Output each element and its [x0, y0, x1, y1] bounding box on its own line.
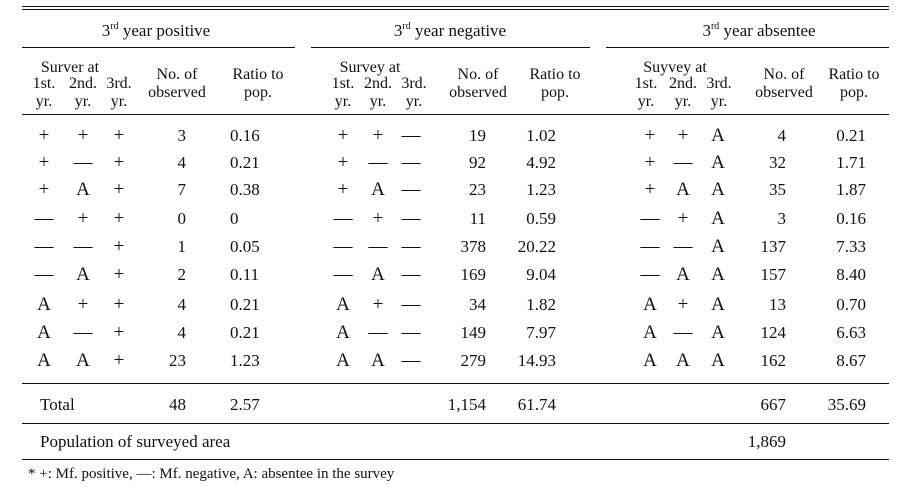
cell-ratio: 0.21: [230, 323, 260, 342]
group-title-positive: 3rd year positive: [101, 21, 211, 40]
cell-observed: 149: [460, 323, 486, 342]
cell-observed: 23: [469, 180, 486, 199]
cell-yr2: A: [676, 350, 690, 371]
total-observed-absentee: 667: [760, 395, 786, 414]
cell-observed: 279: [460, 351, 486, 370]
cell-observed: 4: [177, 153, 186, 172]
cell-ratio: 14.93: [517, 351, 556, 370]
cell-ratio: 0.11: [230, 265, 260, 284]
cell-ratio: 1.71: [836, 153, 866, 172]
cell-yr3: —: [401, 152, 421, 173]
cell-ratio: 9.04: [526, 265, 556, 284]
cell-yr1: —: [333, 208, 353, 229]
cell-yr1: A: [336, 350, 350, 371]
cell-observed: 3: [777, 209, 786, 228]
cell-observed: 7: [177, 180, 186, 199]
cell-ratio: 7.33: [836, 237, 866, 256]
cell-yr3: +: [113, 208, 125, 229]
cell-ratio: 0.21: [836, 126, 866, 145]
ratio-label: Ratio to pop.: [828, 66, 880, 101]
year-label-3rd: 3rd. yr.: [106, 75, 132, 110]
cell-yr2: +: [77, 208, 89, 229]
cell-yr1: A: [336, 322, 350, 343]
cell-yr2: —: [368, 236, 388, 257]
cell-observed: 34: [469, 295, 486, 314]
cell-ratio: 0.70: [836, 295, 866, 314]
cell-ratio: 7.97: [526, 323, 556, 342]
group-title-absentee: 3rd year absentee: [702, 21, 816, 40]
observed-label: No. of observed: [148, 66, 206, 101]
cell-yr2: —: [73, 322, 93, 343]
cell-yr2: —: [673, 322, 693, 343]
ratio-label: Ratio to pop.: [232, 66, 284, 101]
cell-yr1: A: [643, 294, 657, 315]
cell-ratio: 8.40: [836, 265, 866, 284]
cell-yr3: A: [711, 294, 725, 315]
cell-yr1: +: [38, 179, 50, 200]
cell-yr1: +: [644, 179, 656, 200]
cell-observed: 11: [469, 209, 486, 228]
cell-yr2: +: [77, 125, 89, 146]
cell-yr2: —: [673, 152, 693, 173]
cell-ratio: 1.87: [836, 180, 866, 199]
cell-yr1: A: [37, 294, 51, 315]
cell-yr3: A: [711, 236, 725, 257]
cell-yr1: —: [640, 208, 660, 229]
year-label-1st: 1st. yr.: [32, 75, 56, 110]
year-label-3rd: 3rd. yr.: [401, 75, 427, 110]
cell-ratio: 0.21: [230, 153, 260, 172]
cell-ratio: 1.02: [526, 126, 556, 145]
cell-yr3: A: [711, 264, 725, 285]
cell-ratio: 20.22: [517, 237, 556, 256]
cell-observed: 32: [769, 153, 786, 172]
cell-ratio: 0.16: [836, 209, 866, 228]
cell-yr2: A: [371, 264, 385, 285]
cell-yr3: +: [113, 125, 125, 146]
cell-yr2: —: [73, 236, 93, 257]
cell-observed: 157: [760, 265, 786, 284]
cell-yr3: —: [401, 264, 421, 285]
cell-observed: 4: [177, 323, 186, 342]
cell-yr3: +: [113, 152, 125, 173]
cell-observed: 1: [177, 237, 186, 256]
cell-yr1: —: [640, 236, 660, 257]
cell-ratio: 0.16: [230, 126, 260, 145]
cell-yr3: +: [113, 264, 125, 285]
cell-yr1: —: [640, 264, 660, 285]
cell-ratio: 0.21: [230, 295, 260, 314]
cell-ratio: 1.82: [526, 295, 556, 314]
group-title-negative: 3rd year negative: [393, 21, 507, 40]
ratio-label: Ratio to pop.: [529, 66, 581, 101]
cell-observed: 23: [169, 351, 186, 370]
top-rule-outer: [22, 6, 889, 7]
survey-label: Survey at: [339, 59, 401, 76]
footnote: * +: Mf. positive, —: Mf. negative, A: absentee in the survey: [28, 466, 395, 482]
cell-ratio: 0: [230, 209, 239, 228]
cell-yr1: A: [37, 322, 51, 343]
cell-observed: 3: [177, 126, 186, 145]
year-label-3rd: 3rd. yr.: [706, 75, 732, 110]
header-bottom-rule: [22, 114, 889, 115]
cell-yr3: A: [711, 350, 725, 371]
cell-yr1: +: [644, 152, 656, 173]
population-label: Population of surveyed area: [40, 432, 231, 451]
cell-yr2: A: [371, 350, 385, 371]
cell-observed: 92: [469, 153, 486, 172]
cell-yr1: +: [644, 125, 656, 146]
cell-yr2: —: [673, 236, 693, 257]
survey-label: Surver at: [40, 59, 100, 76]
cell-yr3: —: [401, 208, 421, 229]
cell-yr2: +: [77, 294, 89, 315]
cell-ratio: 0.59: [526, 209, 556, 228]
cell-observed: 13: [769, 295, 786, 314]
total-bottom-rule: [22, 423, 889, 424]
cell-yr2: A: [76, 179, 90, 200]
cell-yr3: +: [113, 350, 125, 371]
cell-observed: 2: [177, 265, 186, 284]
cell-yr3: A: [711, 322, 725, 343]
cell-observed: 137: [760, 237, 786, 256]
cell-yr3: +: [113, 322, 125, 343]
cell-yr2: —: [368, 322, 388, 343]
cell-yr3: —: [401, 322, 421, 343]
cell-yr2: A: [676, 264, 690, 285]
cell-yr1: —: [34, 236, 54, 257]
year-label-1st: 1st. yr.: [634, 75, 658, 110]
cell-yr2: A: [76, 350, 90, 371]
total-ratio-negative: 61.74: [517, 395, 556, 414]
cell-yr3: —: [401, 179, 421, 200]
cell-observed: 124: [760, 323, 786, 342]
cell-observed: 378: [460, 237, 486, 256]
cell-yr1: +: [337, 152, 349, 173]
cell-yr1: —: [333, 236, 353, 257]
cell-ratio: 8.67: [836, 351, 866, 370]
cell-yr2: A: [371, 179, 385, 200]
cell-ratio: 0.05: [230, 237, 260, 256]
cell-observed: 4: [177, 295, 186, 314]
cell-yr2: +: [677, 294, 689, 315]
group-rule-positive: [22, 47, 295, 48]
cell-yr3: A: [711, 179, 725, 200]
population-bottom-rule: [22, 459, 889, 460]
year-label-2nd: 2nd. yr.: [364, 75, 392, 110]
cell-yr3: +: [113, 294, 125, 315]
year-label-1st: 1st. yr.: [331, 75, 355, 110]
cell-yr3: —: [401, 350, 421, 371]
total-label: Total: [40, 395, 75, 414]
cell-yr1: A: [643, 350, 657, 371]
cell-ratio: 6.63: [836, 323, 866, 342]
top-rule-inner: [22, 9, 889, 10]
cell-observed: 162: [760, 351, 786, 370]
cell-observed: 4: [777, 126, 786, 145]
cell-ratio: 1.23: [230, 351, 260, 370]
group-rule-absentee: [606, 47, 889, 48]
observed-label: No. of observed: [449, 66, 507, 101]
cell-yr1: A: [37, 350, 51, 371]
cell-yr3: —: [401, 294, 421, 315]
population-value: 1,869: [747, 432, 786, 451]
survey-label: Suyvey at: [643, 59, 707, 76]
cell-yr3: +: [113, 179, 125, 200]
cell-observed: 19: [469, 126, 486, 145]
total-ratio-positive: 2.57: [230, 395, 260, 414]
cell-yr1: +: [38, 152, 50, 173]
cell-yr2: —: [73, 152, 93, 173]
cell-yr3: A: [711, 208, 725, 229]
cell-yr1: +: [38, 125, 50, 146]
cell-yr1: —: [34, 208, 54, 229]
cell-yr2: +: [677, 125, 689, 146]
cell-yr1: A: [643, 322, 657, 343]
cell-yr2: +: [372, 125, 384, 146]
cell-yr1: —: [34, 264, 54, 285]
cell-yr2: +: [372, 294, 384, 315]
cell-observed: 169: [460, 265, 486, 284]
cell-yr3: A: [711, 152, 725, 173]
total-observed-positive: 48: [169, 395, 186, 414]
cell-yr1: —: [333, 264, 353, 285]
year-label-2nd: 2nd. yr.: [69, 75, 97, 110]
cell-yr3: +: [113, 236, 125, 257]
observed-label: No. of observed: [755, 66, 813, 101]
cell-observed: 0: [177, 209, 186, 228]
cell-yr2: A: [676, 179, 690, 200]
total-observed-negative: 1,154: [447, 395, 486, 414]
cell-yr2: +: [372, 208, 384, 229]
year-label-2nd: 2nd. yr.: [669, 75, 697, 110]
cell-yr3: —: [401, 125, 421, 146]
cell-yr1: +: [337, 125, 349, 146]
cell-observed: 35: [769, 180, 786, 199]
cell-yr2: A: [76, 264, 90, 285]
cell-yr3: —: [401, 236, 421, 257]
cell-yr2: +: [677, 208, 689, 229]
cell-ratio: 1.23: [526, 180, 556, 199]
cell-yr1: +: [337, 179, 349, 200]
cell-ratio: 4.92: [526, 153, 556, 172]
cell-yr2: —: [368, 152, 388, 173]
data-bottom-rule: [22, 383, 889, 384]
group-rule-negative: [311, 47, 590, 48]
cell-yr3: A: [711, 125, 725, 146]
cell-ratio: 0.38: [230, 180, 260, 199]
cell-yr1: A: [336, 294, 350, 315]
total-ratio-absentee: 35.69: [827, 395, 866, 414]
